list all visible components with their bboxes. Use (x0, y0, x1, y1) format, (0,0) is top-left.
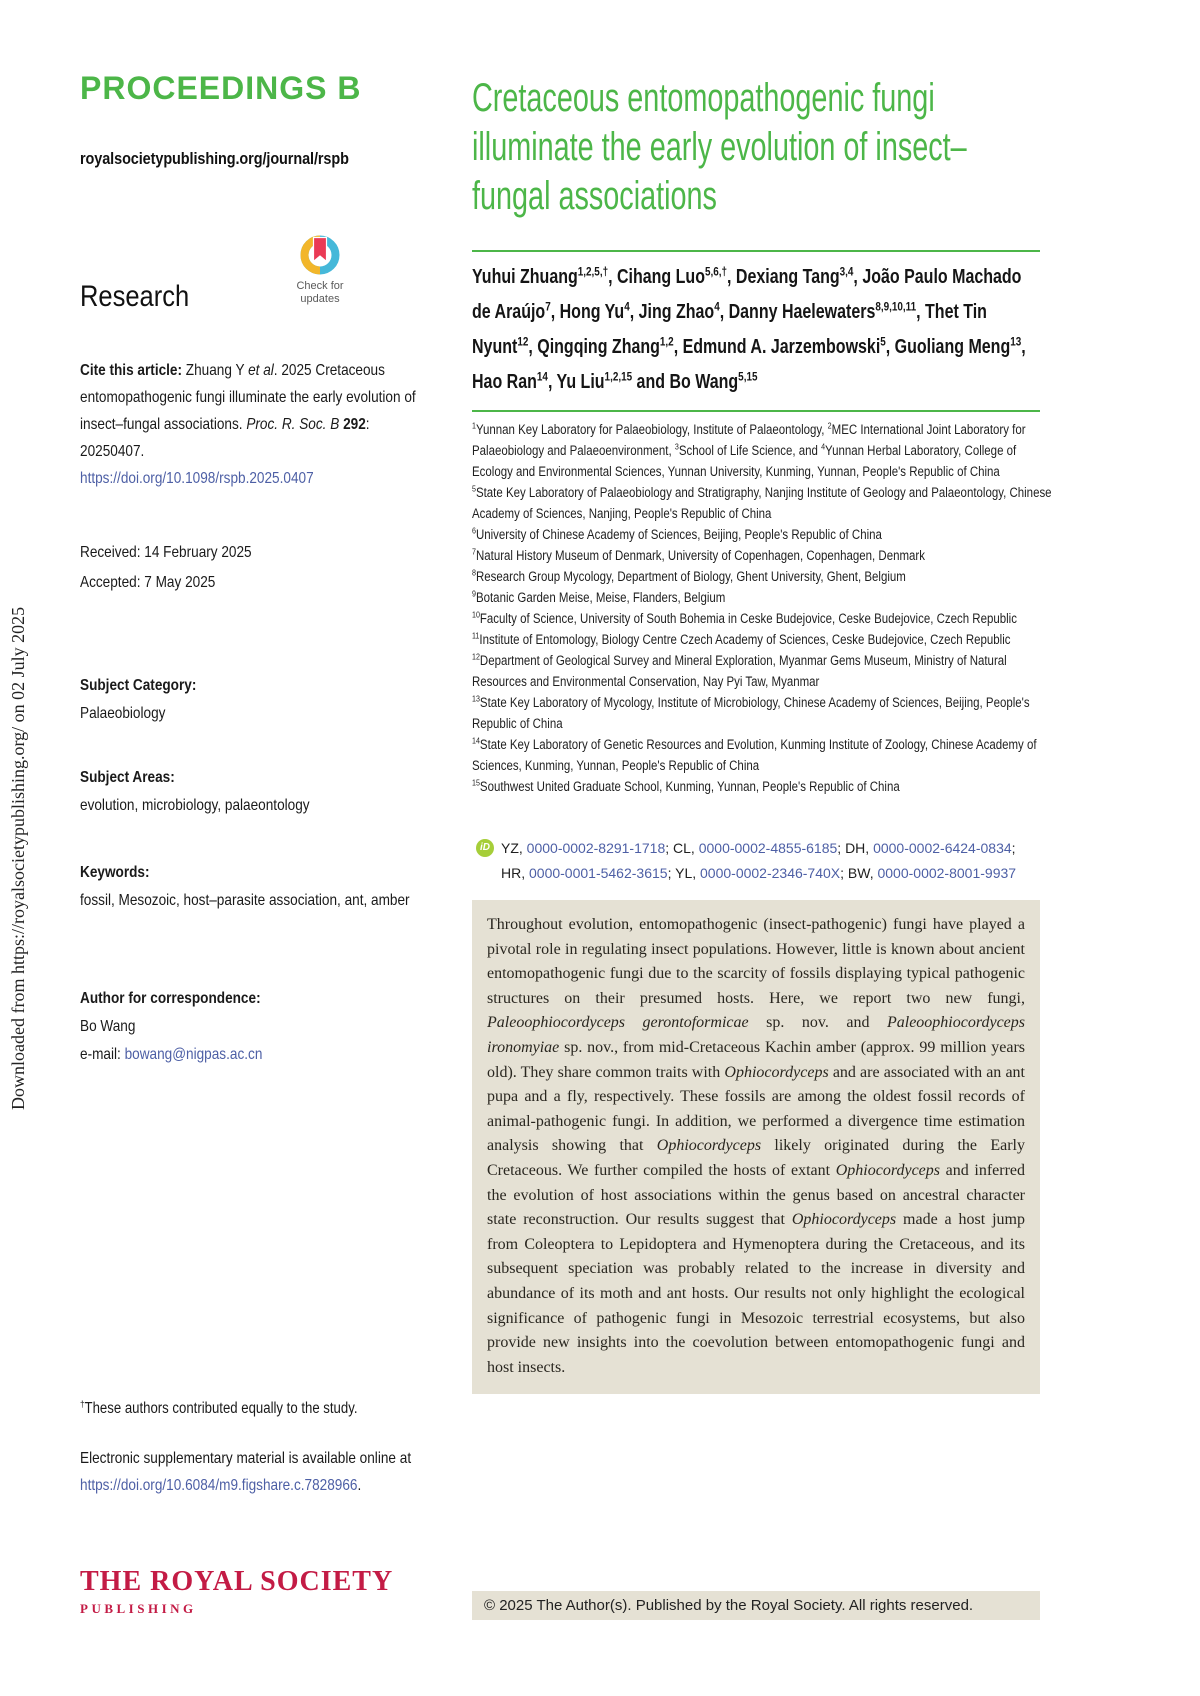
badge-label-line2: updates (300, 293, 340, 305)
text-run: Botanic Garden Meise, Meise, Flanders, Belgium (475, 590, 726, 605)
sup-run: 4 (714, 299, 720, 314)
text-run: and are associated with an ant pupa and a fly, respectively. These fossils are among the oldest fossil records of animal-pathogenic fungi. In addition, we performed a divergence time estimation analysis showing that (487, 1063, 1026, 1155)
author-list (472, 260, 1040, 400)
text-run: : 20250407. (80, 416, 370, 460)
equal-contribution-footnote (80, 1397, 420, 1421)
orcid-block (476, 836, 1016, 886)
abstract-box (472, 900, 1040, 1394)
i-run: Ophiocordyceps (724, 1063, 829, 1081)
correspondence-name: Bo Wang (80, 1018, 136, 1035)
subject-areas-label: Subject Areas: (80, 769, 175, 786)
affiliation-entry (472, 650, 1059, 692)
inline-link[interactable]: 0000-0001-5462-3615 (529, 865, 668, 881)
badge-label-line1: Check for (296, 280, 344, 292)
sup-run: 1 (472, 420, 476, 431)
i-run: Ophiocordyceps (656, 1137, 762, 1155)
sup-run: † (80, 1398, 85, 1410)
sup-run: 5 (472, 483, 476, 494)
b-run: Cite this article: (80, 362, 186, 379)
text-run: Southwest United Graduate School, Kunming, Yunnan, People's Republic of China (479, 779, 900, 794)
text-run: sp. nov. and (748, 1014, 887, 1032)
journal-url[interactable]: royalsocietypublishing.org/journal/rspb (80, 149, 349, 168)
copyright-text: © 2025 The Author(s). Published by the Royal Society. All rights reserved. (484, 1597, 974, 1614)
abstract-text (487, 913, 1025, 1380)
text-run: . (357, 1477, 362, 1494)
text-run: State Key Laboratory of Mycology, Institute of Microbiology, Chinese Academy of Sciences, Beijing, People's Republic of China (472, 695, 1030, 731)
article-title (472, 74, 1048, 221)
text-run: and Bo Wang (632, 371, 739, 393)
subject-areas-value: evolution, microbiology, palaeontology (80, 797, 310, 814)
download-watermark: Downloaded from https://royalsocietypublishing.org/ on 02 July 2025 (8, 606, 28, 1110)
sup-run: 14 (536, 369, 548, 384)
received-date: Received: 14 February 2025 (80, 544, 252, 561)
publisher-name: THE ROYAL SOCIETY (80, 1566, 394, 1597)
history-dates (80, 538, 420, 598)
sup-run: 4 (624, 299, 630, 314)
sup-run: 12 (517, 334, 529, 349)
orcid-id-line (501, 836, 1016, 861)
text-run: Zhuang Y (185, 362, 249, 379)
text-run: Yuhui Zhuang (472, 266, 578, 288)
keywords-value: fossil, Mesozoic, host–parasite association, ant, amber (80, 892, 410, 909)
text-run: , Danny Haelewaters (719, 301, 876, 323)
text-run: Research Group Mycology, Department of Biology, Ghent University, Ghent, Belgium (475, 569, 906, 584)
sup-run: 5,6,† (704, 264, 728, 279)
i-run: Ophiocordyceps (835, 1161, 940, 1179)
text-run: These authors contributed equally to the study. (84, 1400, 358, 1417)
article-title-line: fungal associations (472, 174, 717, 218)
inline-link[interactable]: 0000-0002-8291-1718 (526, 840, 666, 856)
affiliation-entry (472, 734, 1059, 776)
divider-rule-authors (472, 410, 1040, 412)
citation-block (80, 357, 420, 492)
subject-category-value: Palaeobiology (80, 705, 166, 722)
text-run: Yunnan Key Laboratory for Palaeobiology, Institute of Palaeontology, (475, 422, 828, 437)
i-run: Proc. R. Soc. B (246, 416, 340, 433)
affiliation-entry (472, 776, 1059, 797)
keywords-label: Keywords: (80, 864, 150, 881)
text-run: ; YL, (667, 865, 701, 881)
correspondence-email (80, 1041, 420, 1069)
text-run: State Key Laboratory of Palaeobiology and Stratigraphy, Nanjing Institute of Geology and Palaeontology, Chinese Academy of Sciences, Nanjing, People's Republic of China (472, 485, 1052, 521)
text-run: Throughout evolution, entomopathogenic (insect-pathogenic) fungi have played a pivotal role in regulating insect populations. However, little is known about ancient entomopathogenic fungi due to the scarcity of fossils displaying typical pathogenic structures on their presumed hosts. Here, we report two new fungi, (487, 916, 1025, 1007)
text-run: University of Chinese Academy of Sciences, Beijing, People's Republic of China (475, 527, 882, 542)
text-run: Electronic supplementary material is available online at (80, 1450, 412, 1467)
text-run: e-mail: (80, 1046, 125, 1063)
correspondence-block (80, 985, 420, 1069)
text-run: ; (1011, 840, 1016, 856)
subject-category-label: Subject Category: (80, 677, 197, 694)
sup-run: 2 (827, 420, 832, 431)
article-doi-link[interactable]: https://doi.org/10.1098/rspb.2025.0407 (80, 470, 314, 487)
sup-run: 15 (472, 777, 480, 788)
affiliation-list (472, 419, 1059, 797)
article-title-line: Cretaceous entomopathogenic fungi (472, 76, 935, 120)
section-label: Research (80, 280, 190, 313)
affiliation-entry (472, 566, 1059, 587)
text-run: MEC International Joint Laboratory for Palaeobiology and Palaeoenvironment, (472, 422, 1026, 458)
sup-run: 12 (472, 651, 480, 662)
sup-run: 1,2 (659, 334, 674, 349)
affiliation-entry (472, 482, 1059, 524)
copyright-bar (472, 1591, 1040, 1620)
correspondence-label: Author for correspondence: (80, 990, 261, 1007)
inline-link[interactable]: 0000-0002-4855-6185 (698, 840, 838, 856)
sup-run: 9 (472, 588, 476, 599)
text-run: , Guoliang Meng (885, 336, 1011, 358)
text-run: , Cihang Luo (608, 266, 705, 288)
text-run: likely originated during the Early Cretaceous. We further compiled the hosts of extant (487, 1137, 1025, 1179)
text-run: , Jing Zhao (629, 301, 715, 323)
publisher-logo (80, 1566, 393, 1617)
sup-run: 1,2,15 (604, 369, 633, 384)
orcid-id-line (501, 861, 1016, 886)
i-run: Paleoophiocordyceps gerontoformicae (487, 1014, 749, 1032)
sup-run: 13 (1010, 334, 1022, 349)
affiliation-entry (472, 587, 1059, 608)
affiliation-entry (472, 608, 1059, 629)
text-run: School of Life Science, and (678, 443, 822, 458)
inline-link[interactable]: https://doi.org/10.6084/m9.figshare.c.7828966 (80, 1477, 358, 1494)
publisher-subtitle: PUBLISHING (80, 1601, 197, 1616)
text-run: Faculty of Science, University of South Bohemia in Ceske Budejovice, Ceske Budejovice, Czech Republic (479, 611, 1017, 626)
journal-logo: PROCEEDINGS B (80, 70, 362, 106)
text-run: , Qingqing Zhang (528, 336, 660, 358)
affiliation-entry (472, 524, 1059, 545)
divider-rule-top (472, 250, 1040, 252)
subject-areas-block (80, 764, 420, 820)
sup-run: 13 (472, 693, 480, 704)
sup-run: 3,4 (839, 264, 854, 279)
text-run: YZ, (501, 840, 527, 856)
citation-text (80, 357, 420, 465)
text-run: , Hong Yu (550, 301, 625, 323)
b-run: 292 (343, 416, 366, 433)
check-for-updates-badge[interactable] (278, 234, 362, 306)
sup-run: 6 (472, 525, 476, 536)
text-run: ; DH, (837, 840, 874, 856)
text-run: , Dexiang Tang (727, 266, 840, 288)
sup-run: 8 (472, 567, 476, 578)
supplementary-material-note (80, 1445, 420, 1499)
text-run: , Hao Ran (472, 336, 1026, 393)
keywords-block (80, 859, 420, 915)
i-run: Ophiocordyceps (791, 1211, 897, 1229)
subject-category-block (80, 672, 420, 728)
sup-run: 14 (472, 735, 480, 746)
text-run: . 2025 Cretaceous entomopathogenic fungi illuminate the early evolution of insect–fungal associations. (80, 362, 416, 433)
sup-run: 10 (472, 609, 480, 620)
affiliation-entry (472, 419, 1059, 482)
text-run: ; CL, (665, 840, 699, 856)
orcid-id-lines (501, 836, 1016, 886)
sup-run: 4 (821, 441, 826, 452)
text-run: , Thet Tin Nyunt (472, 301, 987, 358)
affiliation-entry (472, 629, 1059, 650)
sup-run: 11 (472, 630, 480, 641)
sup-run: 3 (674, 441, 679, 452)
i-run: Paleoophiocordyceps ironomyiae (487, 1014, 1025, 1056)
accepted-date: Accepted: 7 May 2025 (80, 574, 216, 591)
inline-link[interactable]: 0000-0002-2346-740X (700, 865, 841, 881)
affiliation-entry (472, 545, 1059, 566)
text-run: Natural History Museum of Denmark, University of Copenhagen, Copenhagen, Denmark (475, 548, 925, 563)
text-run: made a host jump from Coleoptera to Lepidoptera and Hymenoptera during the Cretaceous, and its subsequent speciation was probably related to the increase in diversity and abundance of its moth and ant hosts. Our results not only highlight the ecological significance of pathogenic fungi in Mesozoic terrestrial ecosystems, but also provide new insights into the coevolution between entomopathogenic fungi and host insects. (487, 1211, 1026, 1376)
text-run: , Yu Liu (547, 371, 605, 393)
sup-run: 5 (880, 334, 886, 349)
affiliation-entry (472, 692, 1059, 734)
sup-run: 7 (545, 299, 551, 314)
text-run: and inferred the evolution of host associations within the genus based on ancestral character state reconstruction. Our results suggest that (487, 1161, 1026, 1229)
sup-run: 1,2,5,† (577, 264, 609, 279)
i-run: et al (248, 362, 274, 379)
inline-link[interactable]: bowang@nigpas.ac.cn (124, 1046, 263, 1063)
text-run: Department of Geological Survey and Mineral Exploration, Myanmar Gems Museum, Ministry of Natural Resources and Environmental Conservation, Nay Pyi Taw, Myanmar (472, 653, 1007, 689)
text-run: sp. nov., from mid-Cretaceous Kachin amber (approx. 99 million years old). They share common traits with (487, 1038, 1025, 1081)
text-run: Institute of Entomology, Biology Centre Czech Academy of Sciences, Ceske Budejovice, Czech Republic (479, 632, 1011, 647)
sup-run: 8,9,10,11 (875, 299, 917, 314)
check-for-updates-icon (297, 234, 343, 280)
text-run: , Edmund A. Jarzembowski (673, 336, 881, 358)
text-run: Yunnan Herbal Laboratory, College of Ecology and Environmental Sciences, Yunnan University, Kunming, Yunnan, People's Republic of China (472, 443, 1017, 479)
article-title-line: illuminate the early evolution of insect– (472, 125, 967, 169)
sup-run: 5,15 (738, 369, 758, 384)
inline-link[interactable]: 0000-0002-6424-0834 (873, 840, 1012, 856)
text-run: HR, (501, 865, 529, 881)
text-run: , João Paulo Machado de Araújo (472, 266, 1022, 323)
inline-link[interactable]: 0000-0002-8001-9937 (877, 865, 1017, 881)
sup-run: 7 (472, 546, 476, 557)
text-run: State Key Laboratory of Genetic Resources and Evolution, Kunming Institute of Zoology, Chinese Academy of Sciences, Kunming, Yunnan, People's Republic of China (472, 737, 1037, 773)
text-run: ; BW, (840, 865, 878, 881)
orcid-icon: iD (476, 839, 494, 857)
